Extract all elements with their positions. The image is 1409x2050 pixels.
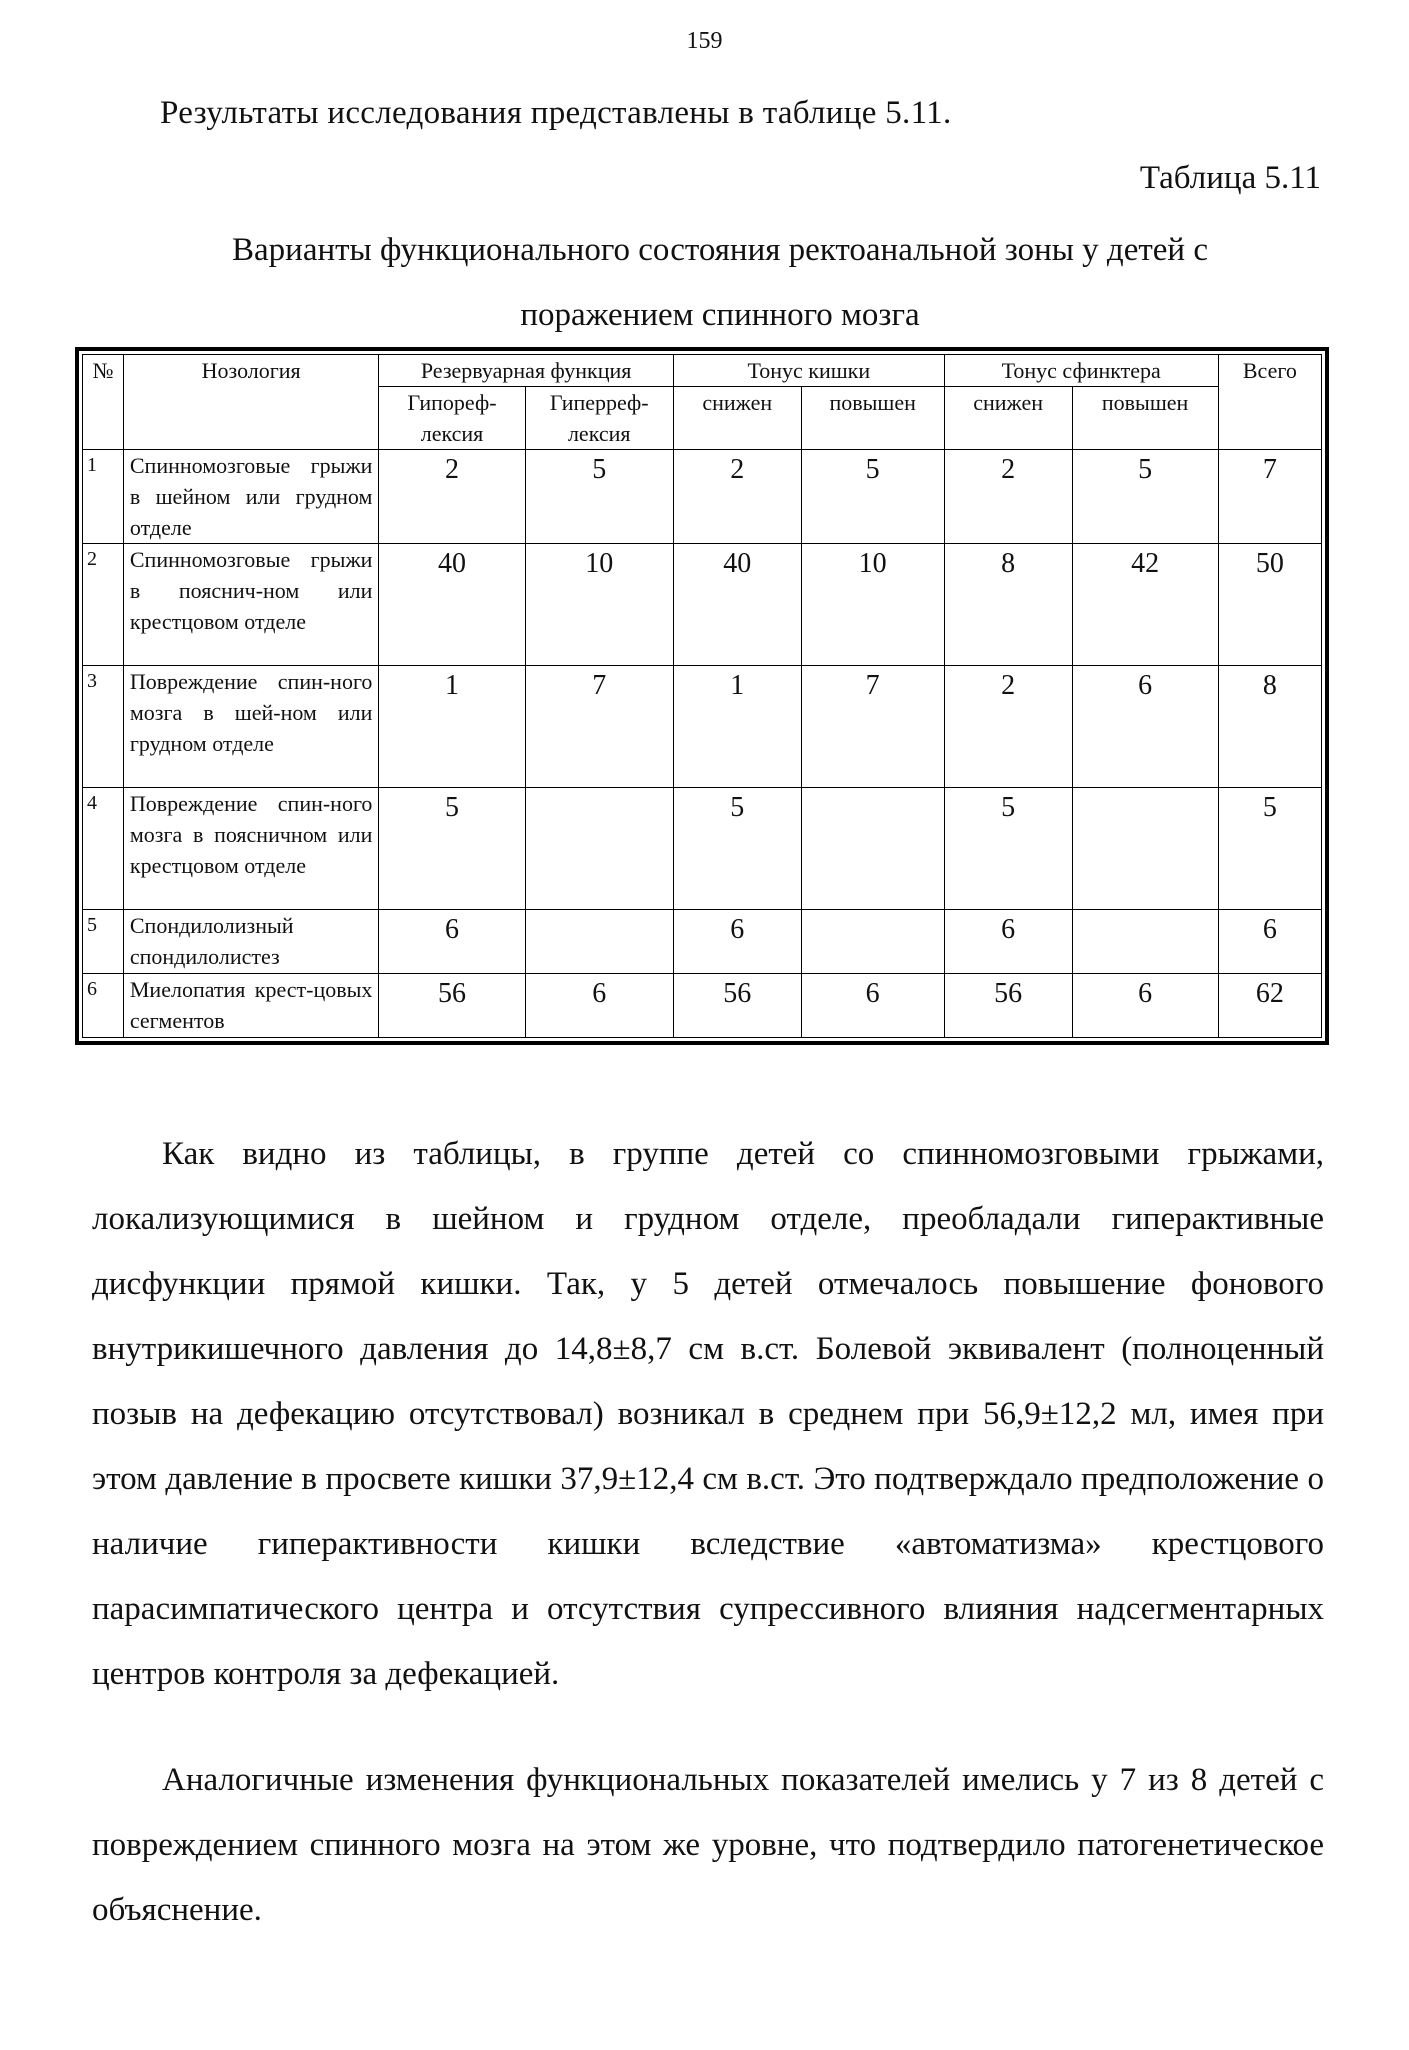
row-value-cell: 5 — [525, 450, 673, 544]
header-total: Всего — [1218, 355, 1321, 450]
row-value-cell: 6 — [673, 910, 801, 974]
row-value-cell: 40 — [379, 544, 525, 666]
row-value-cell: 6 — [801, 974, 944, 1038]
table-caption — [120, 218, 1320, 348]
row-value-cell: 5 — [673, 788, 801, 910]
row-value-cell: 1 — [673, 666, 801, 788]
row-value-cell: 42 — [1072, 544, 1218, 666]
header-bowel-decreased: снижен — [673, 387, 801, 450]
header-sphincter-decreased: снижен — [944, 387, 1072, 450]
header-bowel-increased: повышен — [801, 387, 944, 450]
row-value-cell — [801, 910, 944, 974]
row-value-cell: 6 — [379, 910, 525, 974]
row-value-cell: 2 — [673, 450, 801, 544]
row-value-cell: 5 — [379, 788, 525, 910]
row-value-cell: 56 — [944, 974, 1072, 1038]
page-number: 159 — [686, 28, 723, 54]
table-row — [83, 544, 1322, 666]
row-nosology: Повреждение спин-ного мозга в шей-ном или грудном отделе — [123, 666, 379, 788]
row-number: 1 — [83, 450, 124, 544]
row-value-cell: 6 — [1072, 666, 1218, 788]
row-value-cell — [801, 788, 944, 910]
row-value-cell: 10 — [801, 544, 944, 666]
row-value-cell — [1072, 788, 1218, 910]
row-nosology: Повреждение спин-ного мозга в поясничном или крестцовом отделе — [123, 788, 379, 910]
row-value-cell: 8 — [944, 544, 1072, 666]
row-value-cell: 40 — [673, 544, 801, 666]
paragraph-1 — [92, 1122, 1324, 1707]
table-row — [83, 974, 1322, 1038]
row-nosology: Миелопатия крест-цовых сегментов — [123, 974, 379, 1038]
header-hyporeflexia: Гипореф-лексия — [379, 387, 525, 450]
table-row — [83, 910, 1322, 974]
row-value-cell: 5 — [944, 788, 1072, 910]
results-table-frame — [75, 347, 1329, 1045]
row-value-cell: 6 — [944, 910, 1072, 974]
row-value-cell: 7 — [801, 666, 944, 788]
table-label: Таблица 5.11 — [1139, 160, 1321, 196]
row-value-cell: 50 — [1218, 544, 1321, 666]
row-value-cell: 6 — [1218, 910, 1321, 974]
header-hyperreflexia: Гиперреф-лексия — [525, 387, 673, 450]
row-value-cell: 6 — [1072, 974, 1218, 1038]
row-value-cell: 1 — [379, 666, 525, 788]
row-value-cell: 5 — [1218, 788, 1321, 910]
row-value-cell: 5 — [801, 450, 944, 544]
row-number: 5 — [83, 910, 124, 974]
caption-line-2: поражением спинного мозга — [520, 297, 920, 333]
row-number: 6 — [83, 974, 124, 1038]
table-row — [83, 788, 1322, 910]
table-row — [83, 666, 1322, 788]
results-table — [82, 354, 1322, 1038]
header-bowel-tone: Тонус кишки — [673, 355, 944, 387]
header-sphincter-increased: повышен — [1072, 387, 1218, 450]
row-value-cell: 2 — [379, 450, 525, 544]
paragraph-2-text: Аналогичные изменения функциональных показателей имелись у 7 из 8 детей с повреждением спинного мозга на этом же уровне, что подтвердило патогенетическое объяснение. — [92, 1762, 1324, 1928]
row-value-cell: 2 — [944, 666, 1072, 788]
row-nosology: Спондилолизный спондилолистез — [123, 910, 379, 974]
row-value-cell: 56 — [379, 974, 525, 1038]
row-value-cell: 8 — [1218, 666, 1321, 788]
row-value-cell: 2 — [944, 450, 1072, 544]
row-value-cell: 62 — [1218, 974, 1321, 1038]
table-body — [83, 450, 1322, 1038]
row-number: 2 — [83, 544, 124, 666]
caption-line-1: Варианты функционального состояния ректоанальной зоны у детей с — [232, 232, 1208, 268]
intro-sentence: Результаты исследования представлены в таблице 5.11. — [160, 95, 952, 131]
row-number: 4 — [83, 788, 124, 910]
table-row — [83, 450, 1322, 544]
row-value-cell — [525, 788, 673, 910]
row-value-cell: 10 — [525, 544, 673, 666]
header-reservoir-function: Резервуарная функция — [379, 355, 673, 387]
row-number: 3 — [83, 666, 124, 788]
row-value-cell: 7 — [525, 666, 673, 788]
row-value-cell: 56 — [673, 974, 801, 1038]
row-nosology: Спинномозговые грыжи в шейном или грудном отделе — [123, 450, 379, 544]
paragraph-1-text: Как видно из таблицы, в группе детей со спинномозговыми грыжами, локализующимися в шейном и грудном отделе, преобладали гиперактивные дисфункции прямой кишки. Так, у 5 детей отмечалось повышение фонового внутрикишечного давления до 14,8±8,7 см в.ст. Болевой эквивалент (полноценный позыв на дефекацию отсутствовал) возникал в среднем при 56,9±12,2 мл, имея при этом давление в просвете кишки 37,9±12,4 см в.ст. Это подтверждало предположение о наличие гиперактивности кишки вследствие «автоматизма» крестцового парасимпатического центра и отсутствия супрессивного влияния надсегментарных центров контроля за дефекацией. — [92, 1136, 1324, 1692]
row-value-cell: 7 — [1218, 450, 1321, 544]
row-value-cell — [1072, 910, 1218, 974]
row-nosology: Спинномозговые грыжи в пояснич-ном или крестцовом отделе — [123, 544, 379, 666]
header-sphincter-tone: Тонус сфинктера — [944, 355, 1218, 387]
header-nosology: Нозология — [123, 355, 379, 450]
row-value-cell: 5 — [1072, 450, 1218, 544]
header-no: № — [83, 355, 124, 450]
row-value-cell — [525, 910, 673, 974]
row-value-cell: 6 — [525, 974, 673, 1038]
paragraph-2 — [92, 1748, 1324, 1943]
